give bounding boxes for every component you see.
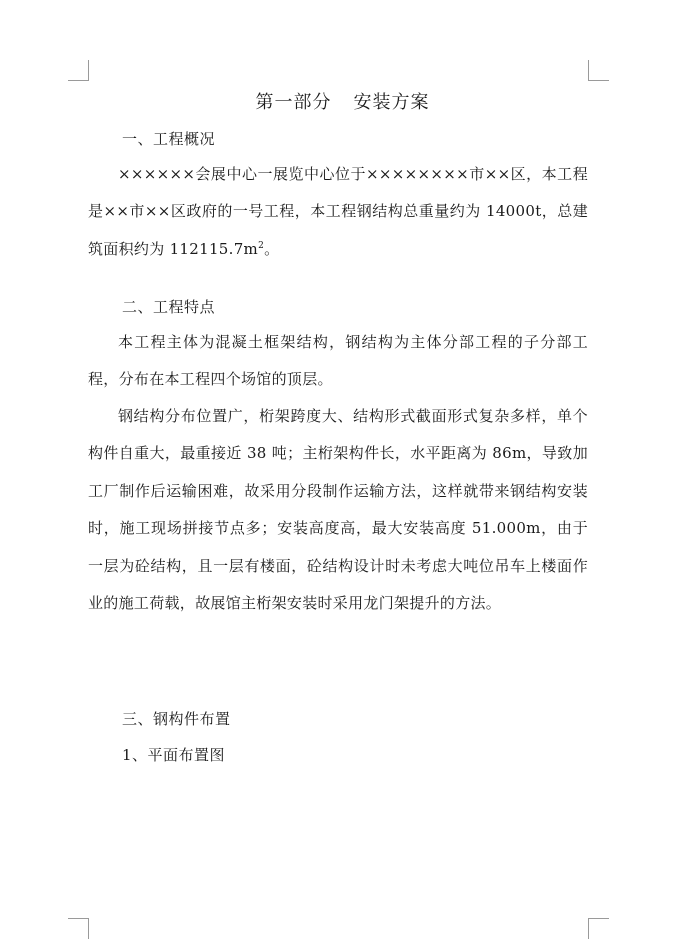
overview-paragraph xyxy=(88,156,588,268)
crop-mark-bottom-left-h xyxy=(68,918,89,919)
crop-mark-bottom-right-v xyxy=(588,918,589,939)
crop-mark-top-left-v xyxy=(88,60,89,81)
section-heading-layout: 三、钢构件布置 xyxy=(122,710,231,728)
section-heading-features: 二、工程特点 xyxy=(122,298,216,316)
overview-text: ××××××会展中心一展览中心位于××××××××市××区，本工程是××市××区政府的一号工程，本工程钢结构总重量约为 14000t，总建筑面积约为 112115.7m xyxy=(88,165,588,258)
subheading-plan-layout: 1、平面布置图 xyxy=(122,746,226,764)
crop-mark-bottom-right-h xyxy=(588,918,609,919)
title-part: 第一部分 xyxy=(255,92,332,113)
page-title xyxy=(0,88,685,114)
features-paragraph-1: 本工程主体为混凝土框架结构，钢结构为主体分部工程的子分部工程，分布在本工程四个场馆的顶层。 xyxy=(88,333,588,389)
section-heading-overview: 一、工程概况 xyxy=(122,130,216,148)
area-unit-superscript: 2 xyxy=(258,240,265,251)
crop-mark-top-left-h xyxy=(68,80,89,81)
crop-mark-top-right-v xyxy=(588,60,589,81)
crop-mark-top-right-h xyxy=(588,80,609,81)
title-name: 安装方案 xyxy=(353,92,430,113)
features-paragraph-2: 钢结构分布位置广，桁架跨度大、结构形式截面形式复杂多样，单个构件自重大，最重接近 38 吨；主桁架构件长，水平距离为 86m，导致加工厂制作后运输困难，故采用分段制作运输方法，这样就带来钢结构安装时，施工现场拼接节点多；安装高度高，最大安装高度 51.000m，由于一层为砼结构，且一层有楼面，砼结构设计时未考虑大吨位吊车上楼面作业的施工荷载，故展馆主桁架安装时采用龙门架提升的方法。 xyxy=(88,407,588,613)
overview-text-end: 。 xyxy=(264,239,280,258)
crop-mark-bottom-left-v xyxy=(88,918,89,939)
